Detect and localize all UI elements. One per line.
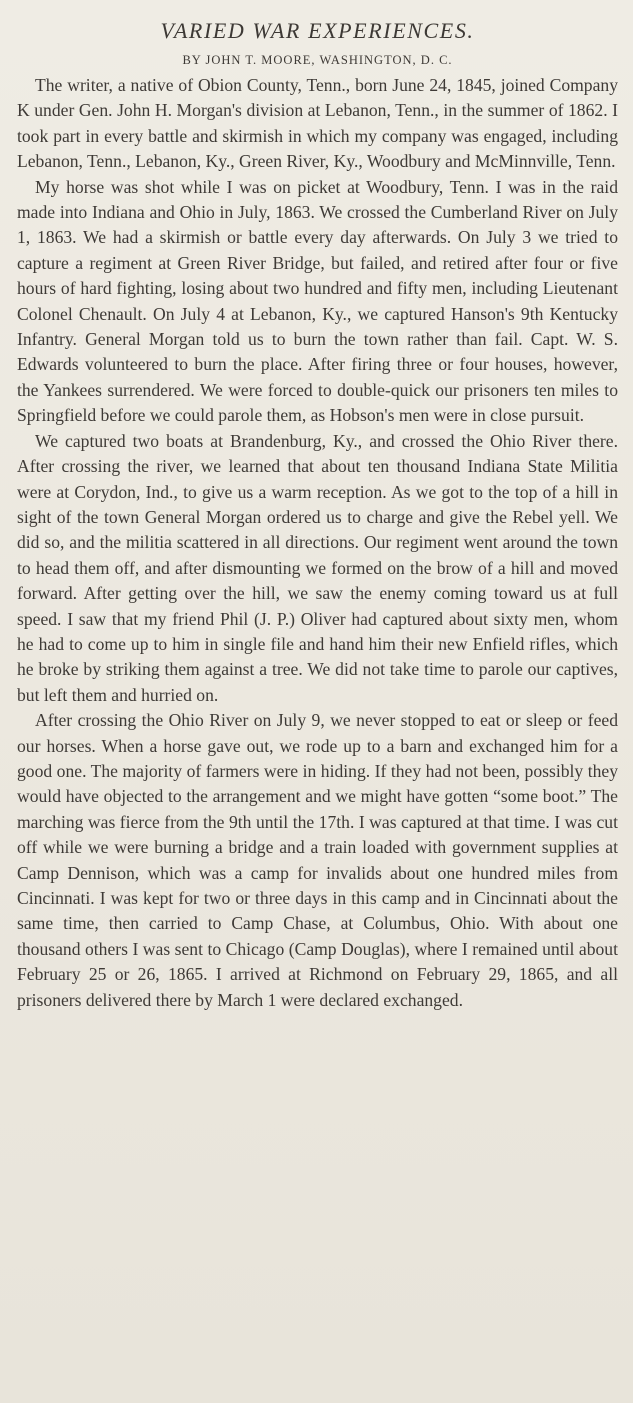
paragraph-3: We captured two boats at Brandenburg, Ky., and crossed the Ohio River there. After crossing the river, we learned that about ten thousand Indiana State Militia were at Corydon, Ind., to give us a warm reception. As we got to the top of a hill in sight of the town General Morgan ordered us to charge and give the Rebel yell. We did so, and the militia scattered in all directions. Our regiment went around the town to head them off, and after dismounting we formed on the brow of a hill and moved forward. After getting over the hill, we saw the enemy coming toward us at full speed. I saw that my friend Phil (J. P.) Oliver had captured about sixty men, whom he had to come up to him in single file and hand him their new Enfield rifles, which he broke by striking them against a tree. We did not take time to parole our captives, but left them and hurried on.: [17, 430, 618, 705]
article-byline: BY JOHN T. MOORE, WASHINGTON, D. C.: [182, 53, 453, 67]
paragraph-2: My horse was shot while I was on picket at Woodbury, Tenn. I was in the raid made into Indiana and Ohio in July, 1863. We crossed the Cumberland River on July 1, 1863. We had a skirmish or battle every day afterwards. On July 3 we tried to capture a regiment at Green River Bridge, but failed, and retired after four or five hours of hard fighting, losing about two hundred and fifty men, including Lieutenant Colonel Chenault. On July 4 at Lebanon, Ky., we captured Hanson's 9th Kentucky Infantry. General Morgan told us to burn the town rather than fail. Capt. W. S. Edwards volunteered to burn the place. After firing three or four houses, however, the Yankees surrendered. We were forced to double-quick our prisoners ten miles to Springfield before we could parole them, as Hobson's men were in close pursuit.: [17, 176, 618, 426]
paragraph-4: After crossing the Ohio River on July 9, we never stopped to eat or sleep or feed our horses. When a horse gave out, we rode up to a barn and exchanged him for a good one. The majority of farmers were in hiding. If they had not been, possibly they would have objected to the arrangement and we might have gotten “some boot.” The marching was fierce from the 9th until the 17th. I was captured at that time. I was cut off while we were burning a bridge and a train loaded with government supplies at Camp Dennison, which was a camp for invalids about one hundred miles from Cincinnati. I was kept for two or three days in this camp and in Cincinnati about the same time, then carried to Camp Chase, at Columbus, Ohio. With about one thousand others I was sent to Chicago (Camp Douglas), where I remained until about February 25 or 26, 1865. I arrived at Richmond on February 29, 1865, and all prisoners delivered there by March 1 were declared exchanged.: [17, 710, 618, 1010]
paragraph-1: The writer, a native of Obion County, Tenn., born June 24, 1845, joined Company K under Gen. John H. Morgan's division at Lebanon, Tenn., in the summer of 1862. I took part in every battle and skirmish in which my company was engaged, including Lebanon, Tenn., Lebanon, Ky., Green River, Ky., Woodbury and McMinnville, Tenn.: [17, 75, 618, 172]
article-body: [17, 73, 618, 1013]
article-title: VARIED WAR EXPERIENCES.: [160, 18, 475, 43]
